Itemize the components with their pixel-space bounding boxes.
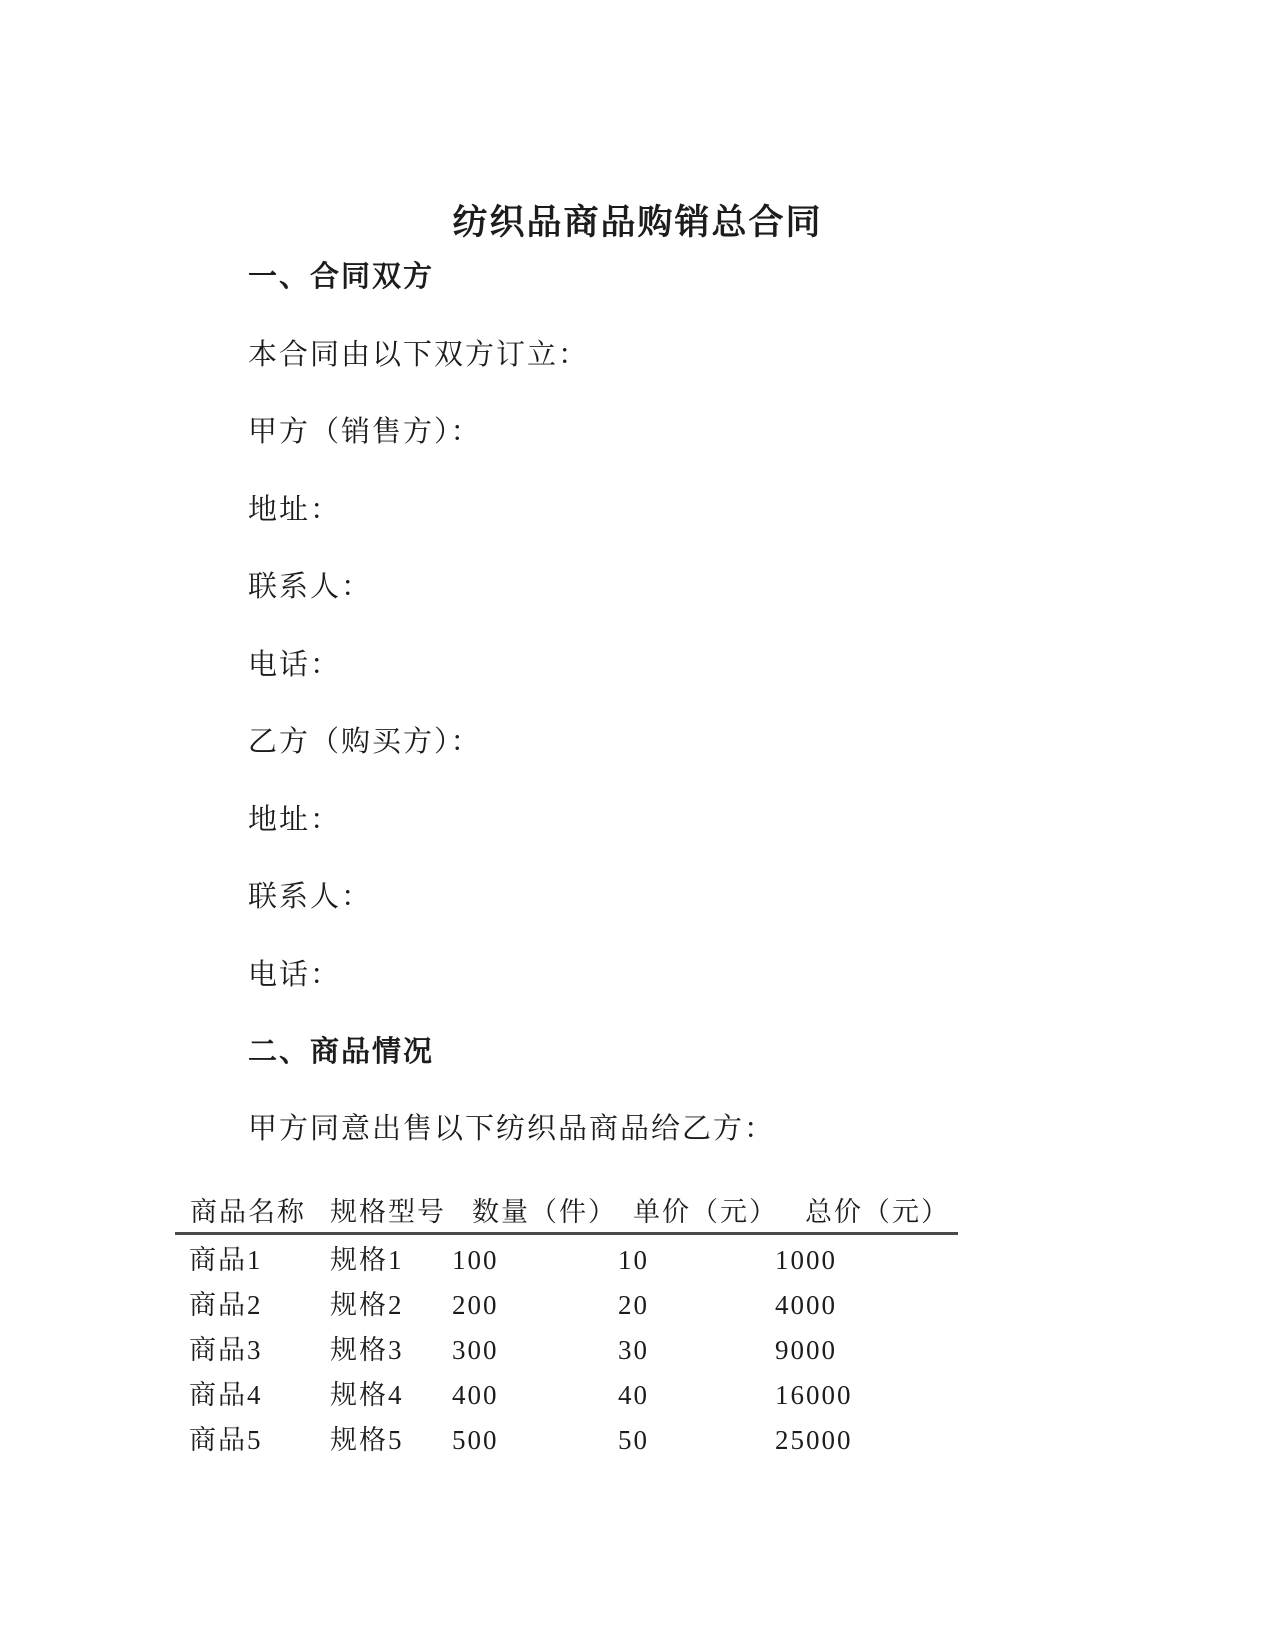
cell-spec-model: 规格4	[330, 1380, 404, 1410]
cell-total-price: 9000	[775, 1335, 837, 1365]
cell-total-price: 25000	[775, 1425, 853, 1455]
column-header-unit-price: 单价（元）	[633, 1197, 778, 1227]
cell-product-name: 商品1	[189, 1245, 263, 1275]
column-header-total-price: 总价（元）	[805, 1197, 950, 1227]
cell-total-price: 16000	[775, 1380, 853, 1410]
cell-quantity: 300	[452, 1335, 499, 1365]
party-b-phone-label: 电话：	[248, 959, 342, 991]
table-header-rule	[175, 1232, 958, 1235]
cell-unit-price: 20	[618, 1290, 649, 1320]
cell-quantity: 500	[452, 1425, 499, 1455]
cell-quantity: 400	[452, 1380, 499, 1410]
cell-product-name: 商品4	[189, 1380, 263, 1410]
column-header-spec-model: 规格型号	[330, 1197, 446, 1227]
cell-total-price: 4000	[775, 1290, 837, 1320]
cell-product-name: 商品2	[189, 1290, 263, 1320]
intro-line: 本合同由以下双方订立：	[248, 339, 590, 371]
cell-unit-price: 40	[618, 1380, 649, 1410]
cell-product-name: 商品3	[189, 1335, 263, 1365]
cell-total-price: 1000	[775, 1245, 837, 1275]
cell-spec-model: 规格1	[330, 1245, 404, 1275]
cell-spec-model: 规格5	[330, 1425, 404, 1455]
cell-spec-model: 规格3	[330, 1335, 404, 1365]
party-b-address-label: 地址：	[248, 804, 342, 836]
party-b-contact-label: 联系人：	[248, 881, 373, 913]
party-a-label: 甲方（销售方）：	[248, 416, 482, 448]
column-header-product-name: 商品名称	[190, 1197, 306, 1227]
cell-unit-price: 10	[618, 1245, 649, 1275]
document-title: 纺织品商品购销总合同	[452, 203, 823, 242]
cell-spec-model: 规格2	[330, 1290, 404, 1320]
cell-quantity: 100	[452, 1245, 499, 1275]
party-a-contact-label: 联系人：	[248, 571, 373, 603]
party-a-address-label: 地址：	[248, 494, 342, 526]
goods-intro-line: 甲方同意出售以下纺织品商品给乙方：	[248, 1113, 776, 1145]
party-a-phone-label: 电话：	[248, 649, 342, 681]
cell-unit-price: 30	[618, 1335, 649, 1365]
section-1-heading: 一、合同双方	[248, 261, 435, 293]
section-2-heading: 二、商品情况	[248, 1036, 435, 1068]
party-b-label: 乙方（购买方）：	[248, 726, 482, 758]
cell-product-name: 商品5	[189, 1425, 263, 1455]
cell-unit-price: 50	[618, 1425, 649, 1455]
column-header-quantity: 数量（件）	[472, 1197, 617, 1227]
cell-quantity: 200	[452, 1290, 499, 1320]
